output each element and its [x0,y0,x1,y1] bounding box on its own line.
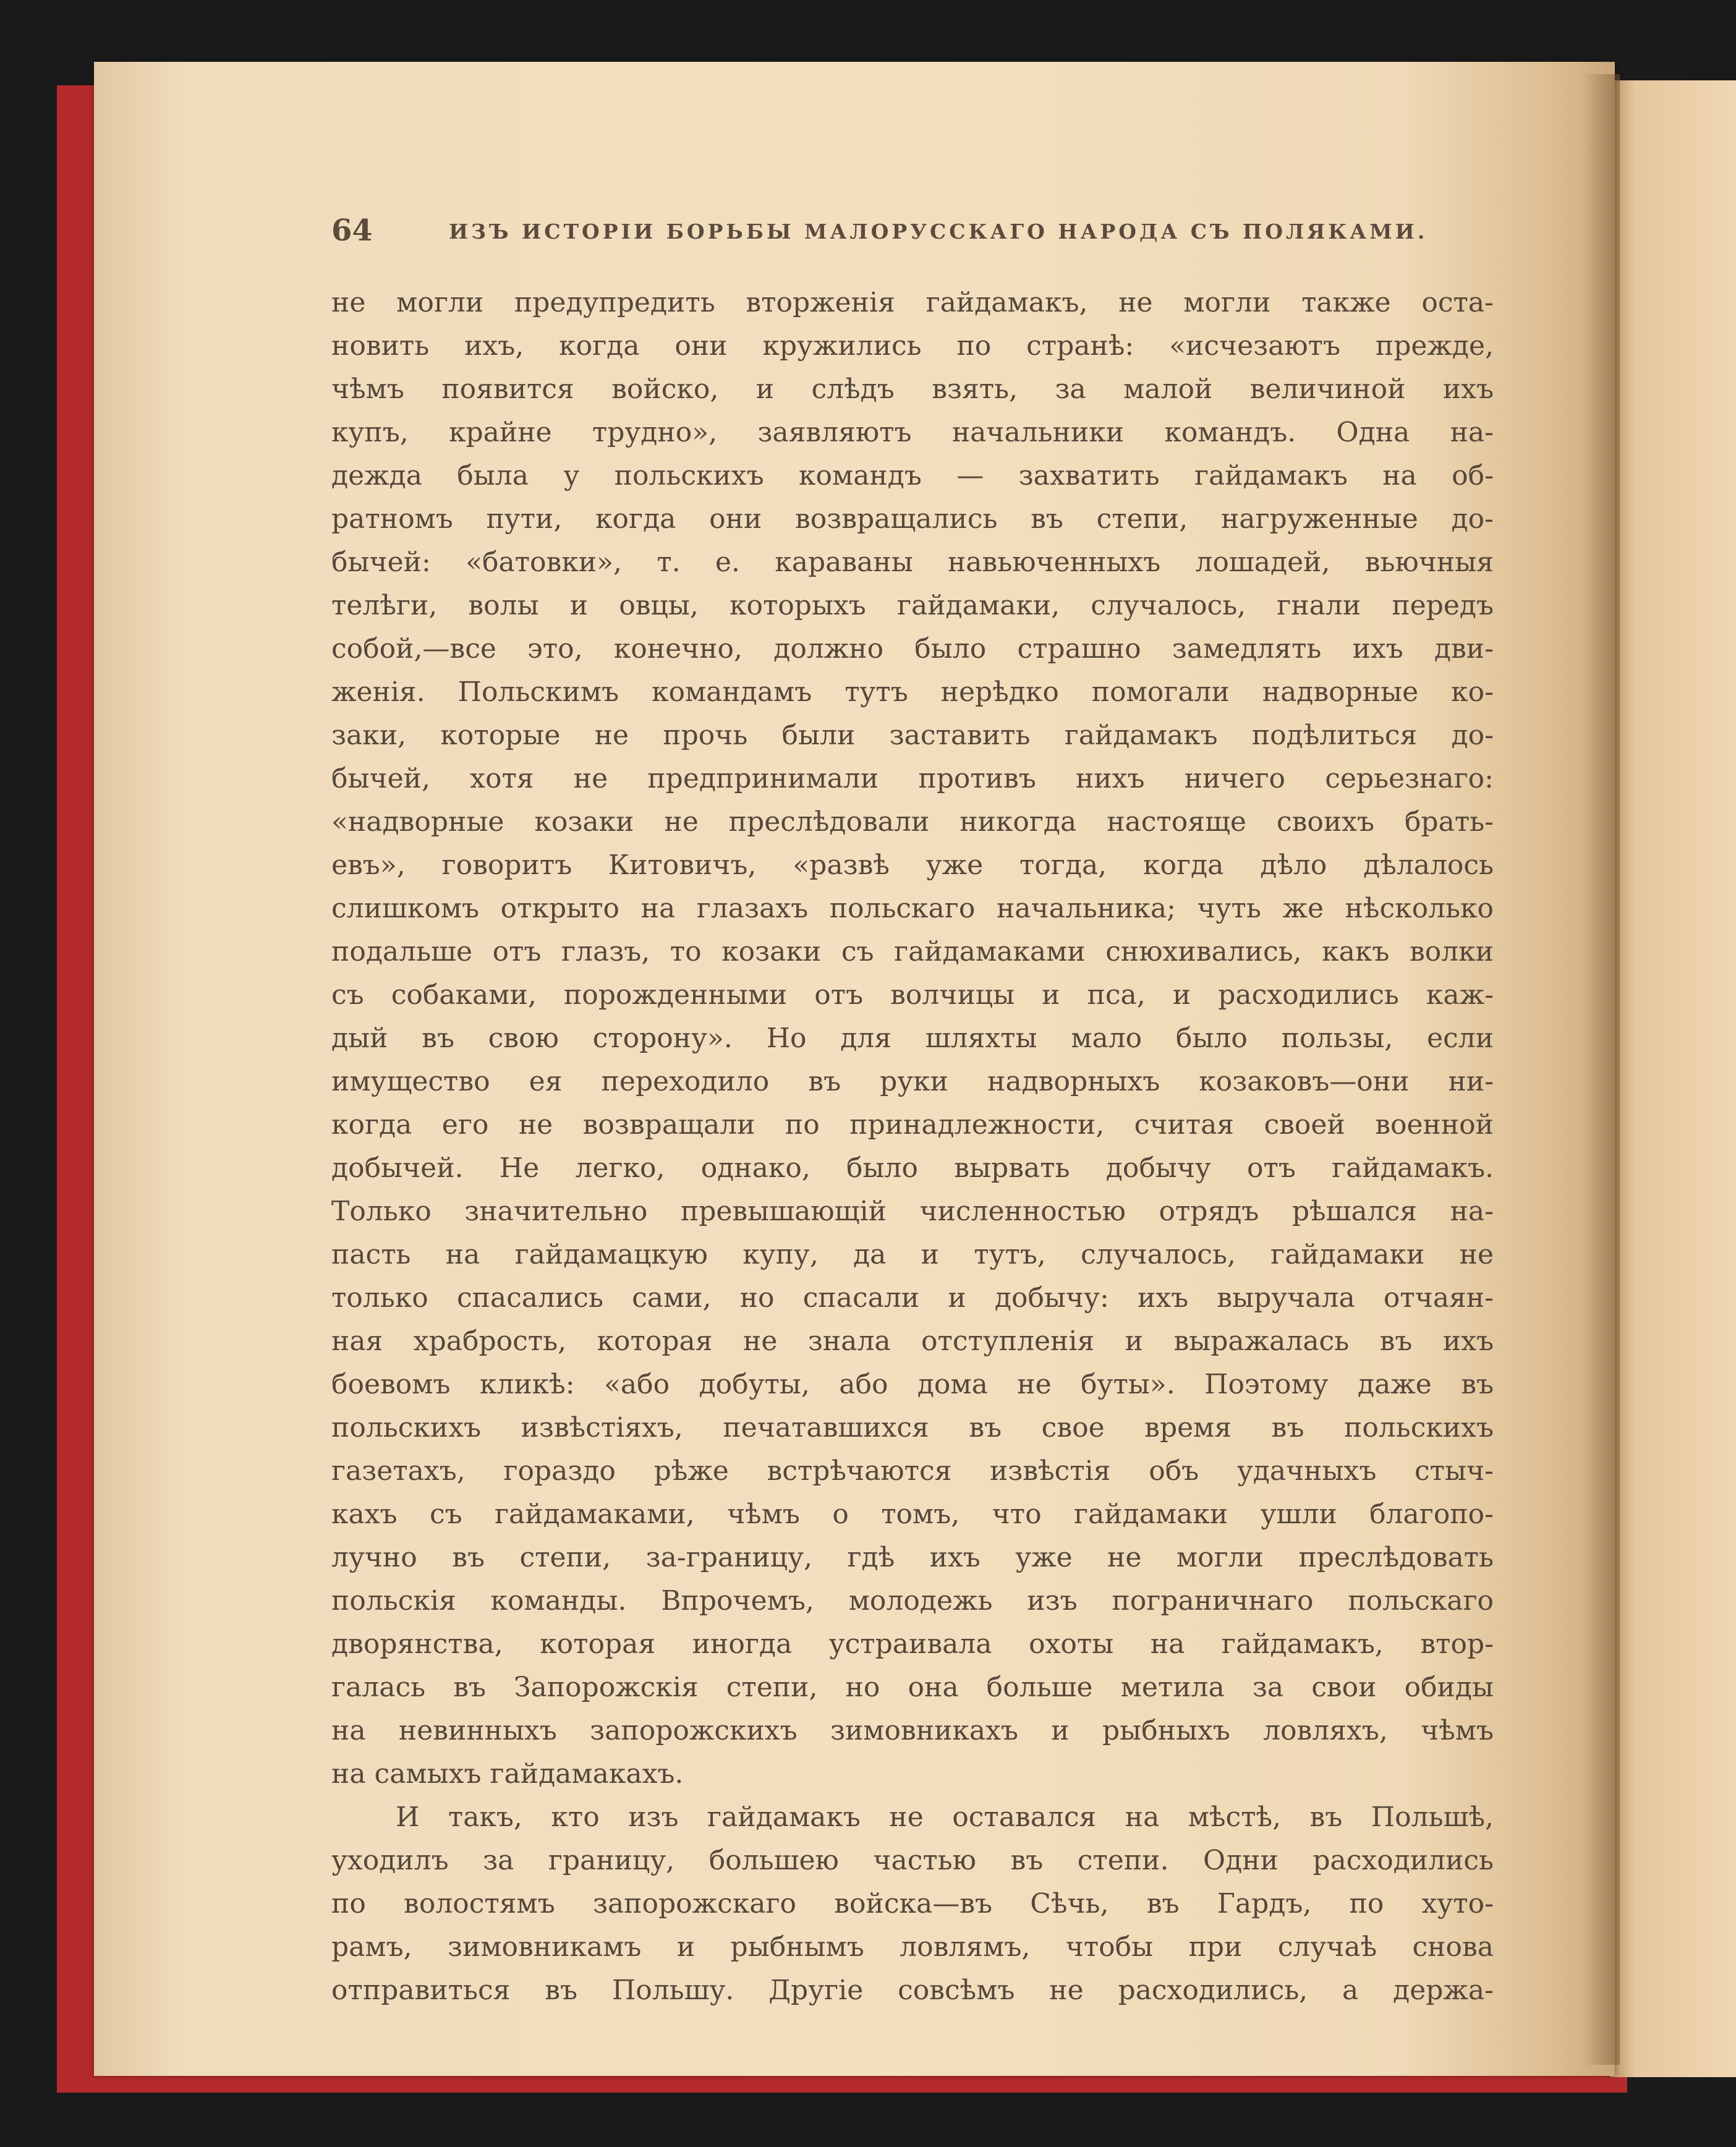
running-title: ИЗЪ ИСТОРІИ БОРЬБЫ МАЛОРУССКАГО НАРОДА СЪ ПОЛЯКАМИ. [449,219,1428,244]
text-line: не могли предупредить вторженія гайдамакъ, не могли также оста- [331,287,1494,318]
text-line: польскія команды. Впрочемъ, молодежь изъ пограничнаго польскаго [331,1585,1494,1617]
text-line: Только значительно превышающій численностью отрядъ рѣшался на- [331,1196,1494,1227]
page-number: 64 [331,213,373,248]
text-line: слишкомъ открыто на глазахъ польскаго начальника; чуть же нѣсколько [331,893,1494,924]
text-line: ная храбрость, которая не знала отступленія и выражалась въ ихъ [331,1325,1494,1357]
text-line: дежда была у польскихъ командъ — захватить гайдамакъ на об- [331,460,1494,491]
text-line: пасть на гайдамацкую купу, да и тутъ, случалось, гайдамаки не [331,1239,1494,1270]
text-line: заки, которые не прочь были заставить гайдамакъ подѣлиться до- [331,720,1494,751]
text-line: евъ», говоритъ Китовичъ, «развѣ уже тогда, когда дѣло дѣлалось [331,849,1494,881]
text-line: дый въ свою сторону». Но для шляхты мало было пользы, если [331,1022,1494,1054]
text-line: бычей, хотя не предпринимали противъ нихъ ничего серьезнаго: [331,763,1494,794]
text-line: только спасались сами, но спасали и добычу: ихъ выручала отчаян- [331,1282,1494,1314]
text-line: боевомъ кликѣ: «або добуты, або дома не буты». Поэтому даже въ [331,1369,1494,1400]
text-line: отправиться въ Польшу. Другіе совсѣмъ не расходились, а держа- [331,1975,1494,2006]
text-line: лучно въ степи, за-границу, гдѣ ихъ уже не могли преслѣдовать [331,1542,1494,1573]
facing-page [1610,80,1736,2077]
text-line: добычей. Не легко, однако, было вырвать добычу отъ гайдамакъ. [331,1152,1494,1184]
text-line: женія. Польскимъ командамъ тутъ нерѣдко помогали надворные ко- [331,676,1494,708]
text-line: купъ, крайне трудно», заявляютъ начальники командъ. Одна на- [331,417,1494,448]
text-line: когда его не возвращали по принадлежности, считая своей военной [331,1109,1494,1141]
page-gutter [1583,74,1620,2065]
text-line: новить ихъ, когда они кружились по странѣ: «исчезаютъ прежде, [331,330,1494,362]
text-line: уходилъ за границу, большею частью въ степи. Одни расходились [331,1845,1494,1876]
text-line: подальше отъ глазъ, то козаки съ гайдамаками снюхивались, какъ волки [331,936,1494,967]
text-line: кахъ съ гайдамаками, чѣмъ о томъ, что гайдамаки ушли благопо- [331,1499,1494,1530]
text-line: съ собаками, порожденными отъ волчицы и пса, и расходились каж- [331,979,1494,1011]
text-line-paragraph-end: на самыхъ гайдамакахъ. [331,1758,684,1790]
text-line: чѣмъ появится войско, и слѣдъ взять, за малой величиной ихъ [331,373,1494,405]
text-line: галась въ Запорожскія степи, но она больше метила за свои обиды [331,1672,1494,1703]
text-line: рамъ, зимовникамъ и рыбнымъ ловлямъ, чтобы при случаѣ снова [331,1931,1494,1963]
text-line: ратномъ пути, когда они возвращались въ степи, нагруженные до- [331,503,1494,535]
text-line: «надворные козаки не преслѣдовали никогда настояще своихъ брать- [331,806,1494,838]
text-line-paragraph-start: И такъ, кто изъ гайдамакъ не оставался на мѣстѣ, въ Польшѣ, [396,1801,1494,1833]
text-line: дворянства, которая иногда устраивала охоты на гайдамакъ, втор- [331,1628,1494,1660]
text-line: польскихъ извѣстіяхъ, печатавшихся въ свое время въ польскихъ [331,1412,1494,1443]
page-header [331,213,1494,257]
text-line: по волостямъ запорожскаго войска—въ Сѣчь, въ Гардъ, по хуто- [331,1888,1494,1920]
text-line: бычей: «батовки», т. е. караваны навьюченныхъ лошадей, вьючныя [331,546,1494,578]
text-line: имущество ея переходило въ руки надворныхъ козаковъ—они ни- [331,1066,1494,1097]
text-line: на невинныхъ запорожскихъ зимовникахъ и рыбныхъ ловляхъ, чѣмъ [331,1715,1494,1746]
text-line: телѣги, волы и овцы, которыхъ гайдамаки, случалось, гнали передъ [331,590,1494,621]
text-line: собой,—все это, конечно, должно было страшно замедлять ихъ дви- [331,633,1494,665]
text-line: газетахъ, гораздо рѣже встрѣчаются извѣстія объ удачныхъ стыч- [331,1455,1494,1487]
